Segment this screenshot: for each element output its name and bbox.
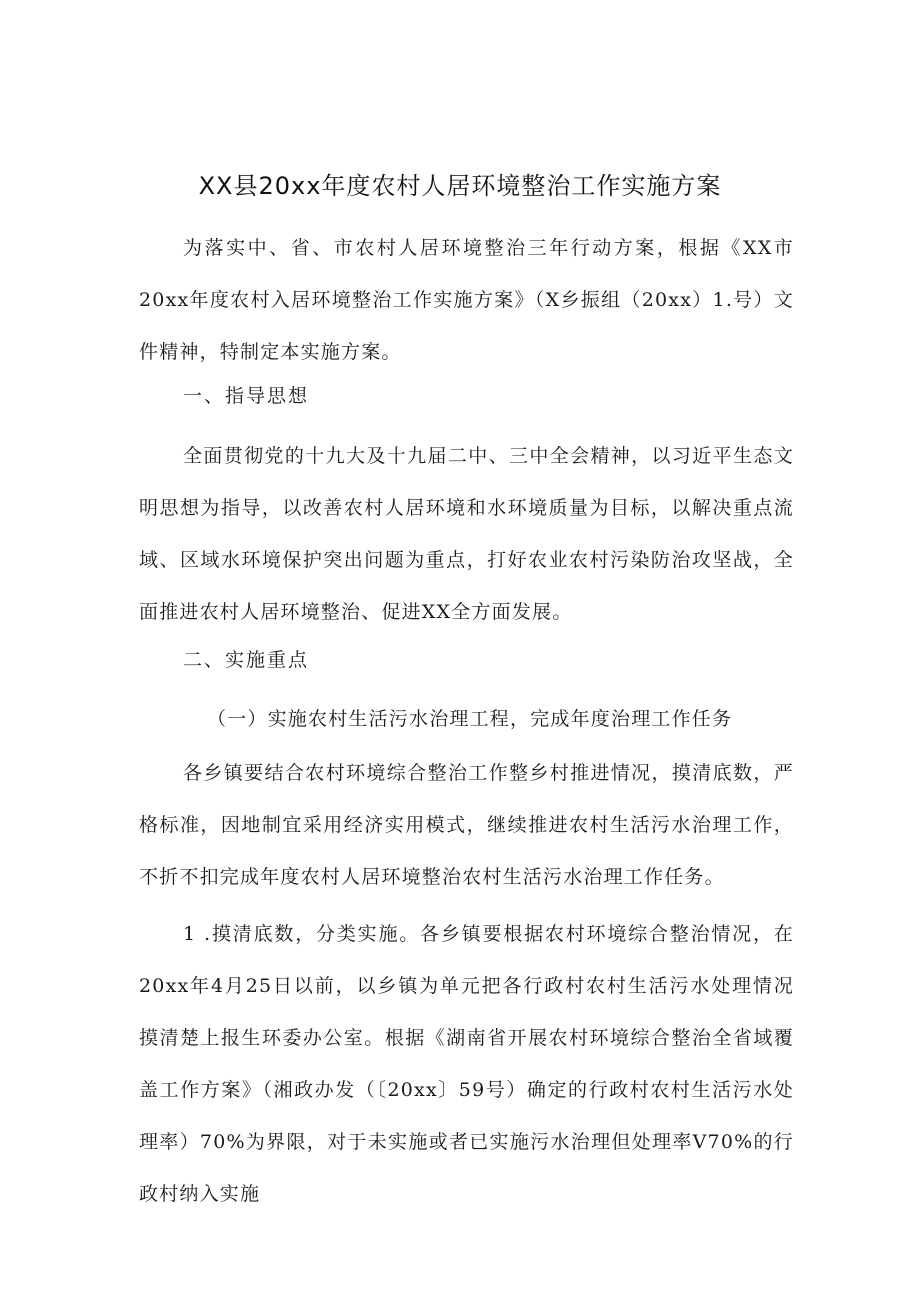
intro-paragraph: 为落实中、省、市农村人居环境整治三年行动方案，根据《XX市20xx年度农村入居环境整治工作实施方案》（X乡振组（20xx）1.号）文件精神，特制定本实施方案。	[139, 237, 794, 363]
item-1-paragraph: 1 .摸清底数，分类实施。各乡镇要根据农村环境综合整治情况，在20xx年4月25日以前，以乡镇为单元把各行政村农村生活污水处理情况摸清楚上报生环委办公室。根据《湖南省开展农村环境综合整治全省域覆盖工作方案》（湘政办发（〔20xx〕59号）确定的行政村农村生活污水处理率）70%为界限，对于未实施或者已实施污水治理但处理率V70%的行政村纳入实施	[139, 923, 794, 1205]
section-heading-guiding-ideology: 一、指导思想	[183, 385, 310, 407]
sewage-treatment-paragraph: 各乡镇要结合农村环境综合整治工作整乡村推进情况，摸清底数，严格标准，因地制宜采用经济实用模式，继续推进农村生活污水治理工作，不折不扣完成年度农村人居环境整治农村生活污水治理工作任务。	[139, 762, 794, 888]
guiding-ideology-paragraph: 全面贯彻党的十九大及十九届二中、三中全会精神，以习近平生态文明思想为指导，以改善农村人居环境和水环境质量为目标，以解决重点流域、区域水环境保护突出问题为重点，打好农业农村污染防治攻坚战，全面推进农村人居环境整治、促进XX全方面发展。	[139, 445, 794, 623]
subsection-heading-sewage-treatment: （一）实施农村生活污水治理工程，完成年度治理工作任务	[207, 708, 733, 730]
section-heading-implementation-focus: 二、实施重点	[183, 649, 310, 671]
document-title: XX县20xx年度农村人居环境整治工作实施方案	[198, 172, 722, 200]
